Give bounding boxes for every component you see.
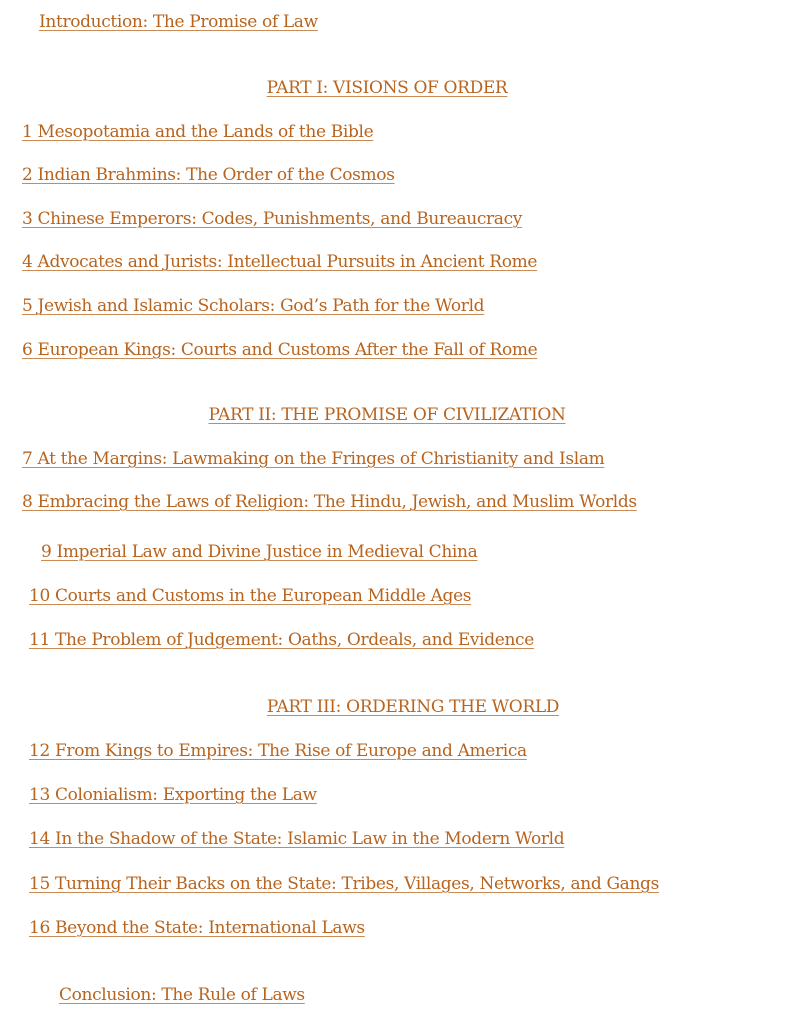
toc-link-chapter-9[interactable]: 9 Imperial Law and Divine Justice in Medieval China	[41, 542, 478, 562]
toc-link-conclusion[interactable]: Conclusion: The Rule of Laws	[59, 985, 305, 1005]
toc-link-chapter-8[interactable]: 8 Embracing the Laws of Religion: The Hindu, Jewish, and Muslim Worlds	[22, 492, 637, 512]
part-heading-1[interactable]: PART I: VISIONS OF ORDER	[266, 78, 508, 98]
toc-link-chapter-2[interactable]: 2 Indian Brahmins: The Order of the Cosmos	[22, 165, 395, 185]
part-heading-2[interactable]: PART II: THE PROMISE OF CIVILIZATION	[208, 405, 566, 425]
toc-link-chapter-13[interactable]: 13 Colonialism: Exporting the Law	[29, 785, 317, 805]
part-heading-3[interactable]: PART III: ORDERING THE WORLD	[266, 697, 560, 717]
toc-link-chapter-11[interactable]: 11 The Problem of Judgement: Oaths, Ordeals, and Evidence	[29, 630, 534, 650]
toc-link-chapter-12[interactable]: 12 From Kings to Empires: The Rise of Europe and America	[29, 741, 527, 761]
toc-link-chapter-14[interactable]: 14 In the Shadow of the State: Islamic Law in the Modern World	[29, 829, 565, 849]
toc-link-chapter-15[interactable]: 15 Turning Their Backs on the State: Tribes, Villages, Networks, and Gangs	[29, 874, 659, 894]
toc-link-chapter-10[interactable]: 10 Courts and Customs in the European Middle Ages	[29, 586, 472, 606]
toc-link-chapter-7[interactable]: 7 At the Margins: Lawmaking on the Fringes of Christianity and Islam	[22, 449, 605, 469]
toc-link-chapter-5[interactable]: 5 Jewish and Islamic Scholars: God’s Path for the World	[22, 296, 485, 316]
toc-link-chapter-6[interactable]: 6 European Kings: Courts and Customs After the Fall of Rome	[22, 340, 538, 360]
toc-link-chapter-3[interactable]: 3 Chinese Emperors: Codes, Punishments, and Bureaucracy	[22, 209, 523, 229]
toc-link-chapter-1[interactable]: 1 Mesopotamia and the Lands of the Bible	[22, 122, 374, 142]
toc-link-chapter-4[interactable]: 4 Advocates and Jurists: Intellectual Pursuits in Ancient Rome	[22, 252, 538, 272]
toc-link-chapter-16[interactable]: 16 Beyond the State: International Laws	[29, 918, 365, 938]
toc-link-introduction[interactable]: Introduction: The Promise of Law	[39, 12, 318, 32]
